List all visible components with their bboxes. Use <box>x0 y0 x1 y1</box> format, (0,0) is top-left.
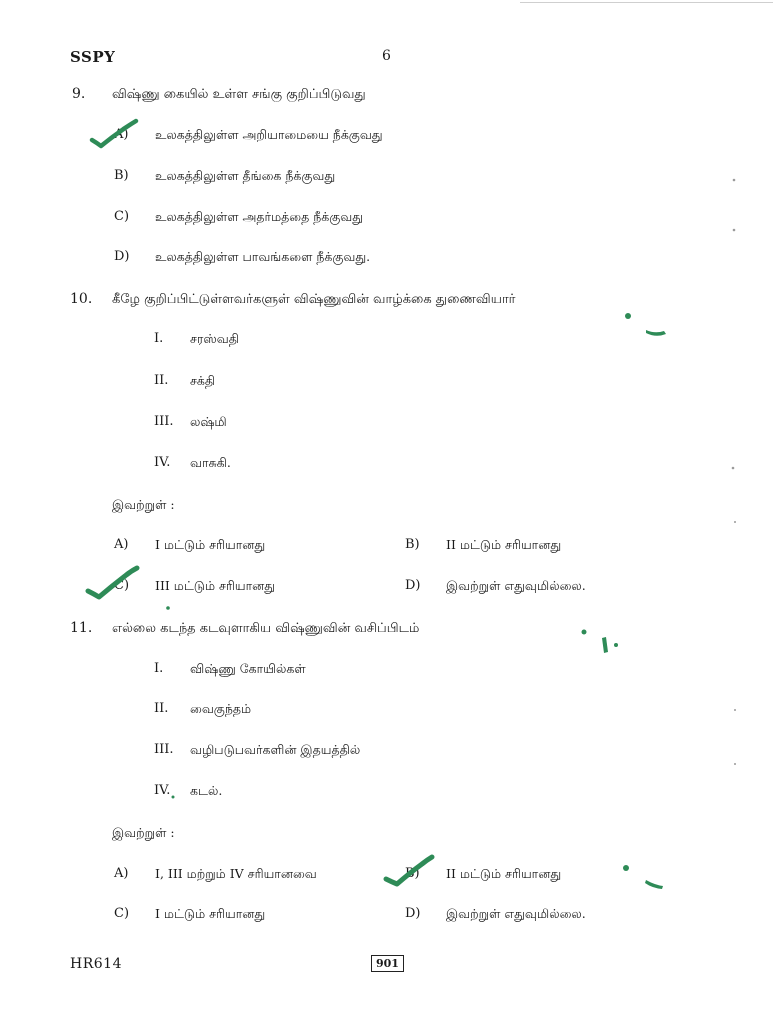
q9-option-c-letter: C) <box>114 209 130 224</box>
q11-option-b-text: II மட்டும் சரியானது <box>446 866 562 881</box>
q11-option-c-letter: C) <box>114 906 130 921</box>
q11-item-3-text: வழிபடுபவர்களின் இதயத்தில் <box>190 742 361 757</box>
q10-item-1-numeral: I. <box>154 331 164 346</box>
dust-speck <box>734 521 736 523</box>
q9-option-a-letter: A) <box>114 127 129 142</box>
q11-option-c-text: I மட்டும் சரியானது <box>155 906 266 921</box>
q11-item-2-numeral: II. <box>154 701 169 716</box>
q10-item-2-text: சக்தி <box>190 373 216 388</box>
question-9-text: விஷ்ணு கையில் உள்ள சங்கு குறிப்பிடுவது <box>112 87 366 102</box>
q10-item-4-text: வாசுகி. <box>190 455 231 470</box>
dust-speck <box>734 709 736 711</box>
tick-mark-q10-c <box>88 568 137 597</box>
q11-item-1-text: விஷ்ணு கோயில்கள் <box>190 661 306 676</box>
q11-option-d-text: இவற்றுள் எதுவுமில்லை. <box>446 906 586 921</box>
tick-mark-q9-a <box>92 121 136 146</box>
question-10-text: கீழே குறிப்பிட்டுள்ளவர்களுள் விஷ்ணுவின் வாழ்க்கை துணைவியார் <box>112 292 516 307</box>
q11-option-d-letter: D) <box>405 906 421 921</box>
q10-prompt: இவற்றுள் : <box>112 497 175 512</box>
q11-item-1-numeral: I. <box>154 661 164 676</box>
q10-option-b-letter: B) <box>405 537 420 552</box>
dust-speck <box>732 467 735 470</box>
q10-option-d-letter: D) <box>405 578 421 593</box>
q11-item-4-text: கடல். <box>190 783 223 798</box>
q9-option-b-text: உலகத்திலுள்ள தீங்கை நீக்குவது <box>155 168 336 183</box>
footer-code: HR614 <box>70 956 122 972</box>
q10-option-d-text: இவற்றுள் எதுவுமில்லை. <box>446 578 586 593</box>
q9-option-c-text: உலகத்திலுள்ள அதர்மத்தை நீக்குவது <box>155 209 364 224</box>
q11-option-a-text: I, III மற்றும் IV சரியானவை <box>155 866 317 881</box>
ink-speck <box>625 313 631 319</box>
q11-prompt: இவற்றுள் : <box>112 825 175 840</box>
q9-option-d-letter: D) <box>114 249 130 264</box>
q10-item-3-numeral: III. <box>154 414 174 429</box>
ink-speck <box>582 630 587 635</box>
q11-option-b-letter: B) <box>405 866 420 881</box>
dust-speck <box>733 179 736 182</box>
paper-code: SSPY <box>70 48 116 66</box>
q11-item-3-numeral: III. <box>154 742 174 757</box>
q10-item-3-text: லஷ்மி <box>190 414 227 429</box>
q11-item-2-text: வைகுந்தம் <box>190 701 252 716</box>
ink-speck <box>614 643 618 647</box>
question-10-number: 10. <box>70 291 93 307</box>
q10-option-a-text: I மட்டும் சரியானது <box>155 537 266 552</box>
q11-item-4-numeral: IV. <box>154 783 171 798</box>
footer-box-number: 901 <box>371 955 404 972</box>
q10-item-4-numeral: IV. <box>154 455 171 470</box>
q9-option-b-letter: B) <box>114 168 129 183</box>
ink-speck <box>646 330 666 336</box>
question-9-number: 9. <box>72 86 86 102</box>
ink-speck <box>166 606 170 610</box>
q9-option-d-text: உலகத்திலுள்ள பாவங்களை நீக்குவது. <box>155 249 371 264</box>
ink-speck <box>602 637 608 653</box>
dust-speck <box>734 763 736 765</box>
ink-speck <box>645 880 663 889</box>
tick-mark-q11-b <box>386 857 432 884</box>
q10-option-b-text: II மட்டும் சரியானது <box>446 537 562 552</box>
q11-option-a-letter: A) <box>114 866 129 881</box>
dust-speck <box>733 229 736 232</box>
ink-speck <box>623 865 629 871</box>
q9-option-a-text: உலகத்திலுள்ள அறியாமையை நீக்குவது <box>155 127 383 142</box>
question-11-text: எல்லை கடந்த கடவுளாகிய விஷ்ணுவின் வசிப்பிடம் <box>112 621 420 636</box>
q10-option-c-letter: C) <box>114 578 130 593</box>
q10-option-a-letter: A) <box>114 537 129 552</box>
q10-item-2-numeral: II. <box>154 373 169 388</box>
question-11-number: 11. <box>70 620 93 636</box>
q10-item-1-text: சரஸ்வதி <box>190 331 240 346</box>
ink-speck <box>172 796 175 799</box>
q10-option-c-text: III மட்டும் சரியானது <box>155 578 276 593</box>
page-number: 6 <box>382 48 391 64</box>
